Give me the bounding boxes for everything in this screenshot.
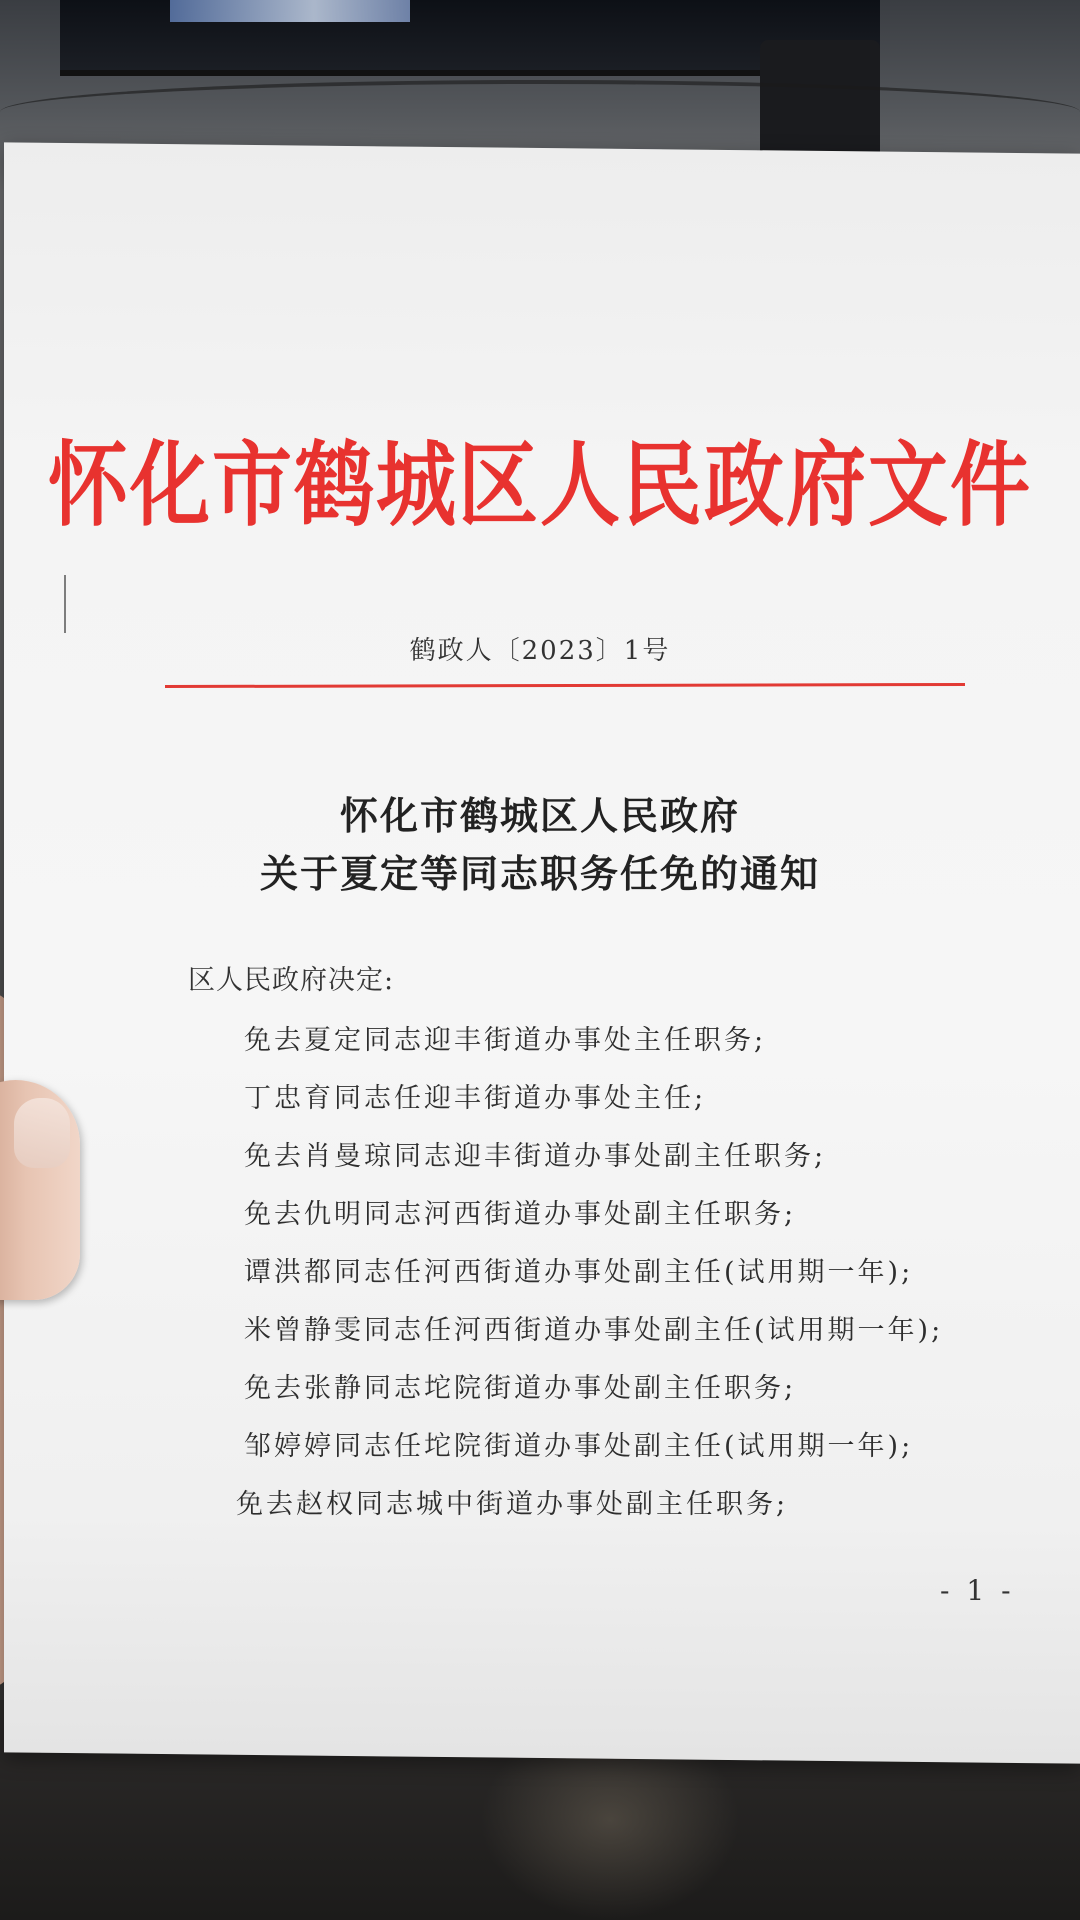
monitor-screen-glow	[170, 0, 410, 22]
list-item: 免去仇明同志河西街道办事处副主任职务;	[244, 1199, 797, 1230]
list-item: 丁忠育同志任迎丰街道办事处主任;	[244, 1083, 707, 1114]
thumb-nail	[14, 1098, 70, 1168]
document-header-title: 怀化市鹤城区人民政府文件	[48, 432, 1032, 540]
list-item: 邹婷婷同志任坨院街道办事处副主任(试用期一年);	[244, 1431, 914, 1462]
salutation: 区人民政府决定:	[188, 965, 395, 996]
list-item: 免去夏定同志迎丰街道办事处主任职务;	[244, 1025, 767, 1056]
document-title-line-1: 怀化市鹤城区人民政府	[339, 793, 740, 838]
list-item: 免去赵权同志城中街道办事处副主任职务;	[236, 1489, 789, 1520]
document-number: 鹤政人〔2023〕1号	[409, 636, 671, 666]
paper-fold-mark	[64, 575, 66, 633]
list-item: 免去肖曼琼同志迎丰街道办事处副主任职务;	[244, 1141, 827, 1172]
monitor	[60, 0, 880, 76]
page-number: - 1 -	[940, 1574, 1015, 1607]
document-title-line-2: 关于夏定等同志职务任免的通知	[259, 851, 820, 896]
list-item: 谭洪都同志任河西街道办事处副主任(试用期一年);	[244, 1257, 914, 1288]
list-item: 免去张静同志坨院街道办事处副主任职务;	[244, 1373, 797, 1404]
list-item: 米曾静雯同志任河西街道办事处副主任(试用期一年);	[244, 1315, 944, 1346]
desk-cable	[0, 80, 1080, 144]
